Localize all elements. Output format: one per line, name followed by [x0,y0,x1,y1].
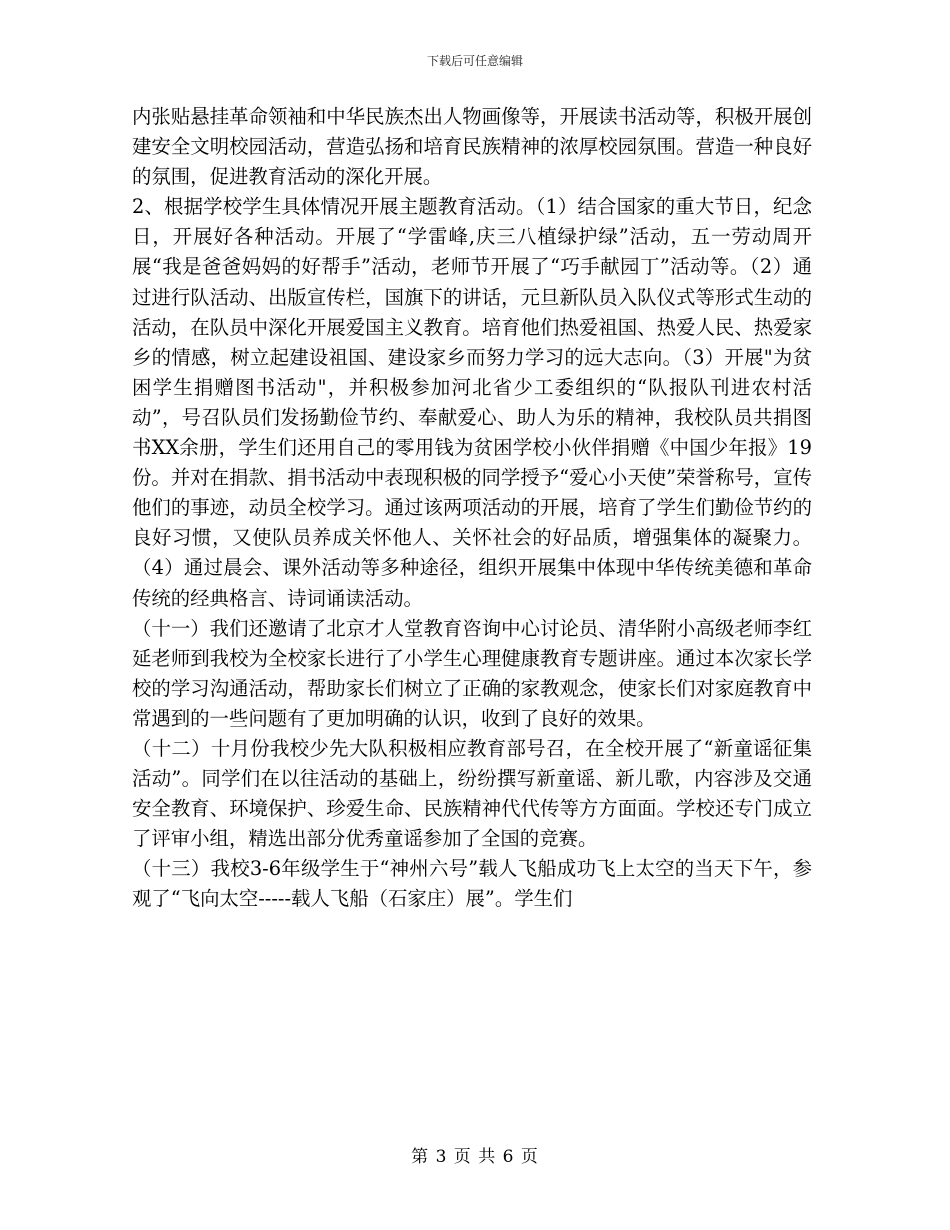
page-number-footer: 第 3 页 共 6 页 [411,1147,539,1167]
paragraph-2: 2、根据学校学生具体情况开展主题教育活动。（1）结合国家的重大节日，纪念日，开展好各种活动。开展了“学雷峰,庆三八植绿护绿”活动，五一劳动周开展“我是爸爸妈妈的好帮手”活动，老师节开展了“巧手献园丁”活动等。（2）通过进行队活动、出版宣传栏，国旗下的讲话，元旦新队员入队仪式等形式生动的活动，在队员中深化开展爱国主义教育。培育他们热爱祖国、热爱人民、热爱家乡的情感，树立起建设祖国、建设家乡而努力学习的远大志向。（3）开展"为贫困学生捐赠图书活动"，并积极参加河北省少工委组织的“队报队刊进农村活动”，号召队员们发扬勤俭节约、奉献爱心、助人为乐的精神，我校队员共捐图书XX余册，学生们还用自己的零用钱为贫困学校小伙伴捐赠《中国少年报》19份。并对在捐款、捐书活动中表现积极的同学授予“爱心小天使”荣誉称号，宣传他们的事迹，动员全校学习。通过该两项活动的开展，培育了学生们勤俭节约的良好习惯，又使队员养成关怀他人、关怀社会的好品质，增强集体的凝聚力。（4）通过晨会、课外活动等多种途径，组织开展集中体现中华传统美德和革命传统的经典格言、诗词诵读活动。 [132,195,812,610]
paragraph-3: （十一）我们还邀请了北京才人堂教育咨询中心讨论员、清华附小高级老师李红延老师到我校为全校家长进行了小学生心理健康教育专题讲座。通过本次家长学校的学习沟通活动，帮助家长们树立了正确的家教观念，使家长们对家庭教育中常遇到的一些问题有了更加明确的认识，收到了良好的效果。 [132,616,812,730]
paragraph-1: 内张贴悬挂革命领袖和中华民族杰出人物画像等，开展读书活动等，积极开展创建安全文明校园活动，营造弘扬和培育民族精神的浓厚校园氛围。营造一种良好的氛围，促进教育活动的深化开展。 [132,105,812,189]
document-body [132,102,812,915]
paragraph-4: （十二）十月份我校少先大队积极相应教育部号召，在全校开展了“新童谣征集活动”。同学们在以往活动的基础上，纷纷撰写新童谣、新儿歌，内容涉及交通安全教育、环境保护、珍爱生命、民族精神代代传等方方面面。学校还专门成立了评审小组，精选出部分优秀童谣参加了全国的竞赛。 [132,736,812,851]
paragraph-5: （十三）我校3-6年级学生于“神州六号”载人飞船成功飞上太空的当天下午，参观了“飞向太空-----载人飞船（石家庄）展”。学生们 [132,857,812,911]
page-header: 下载后可任意编辑 [426,54,523,68]
